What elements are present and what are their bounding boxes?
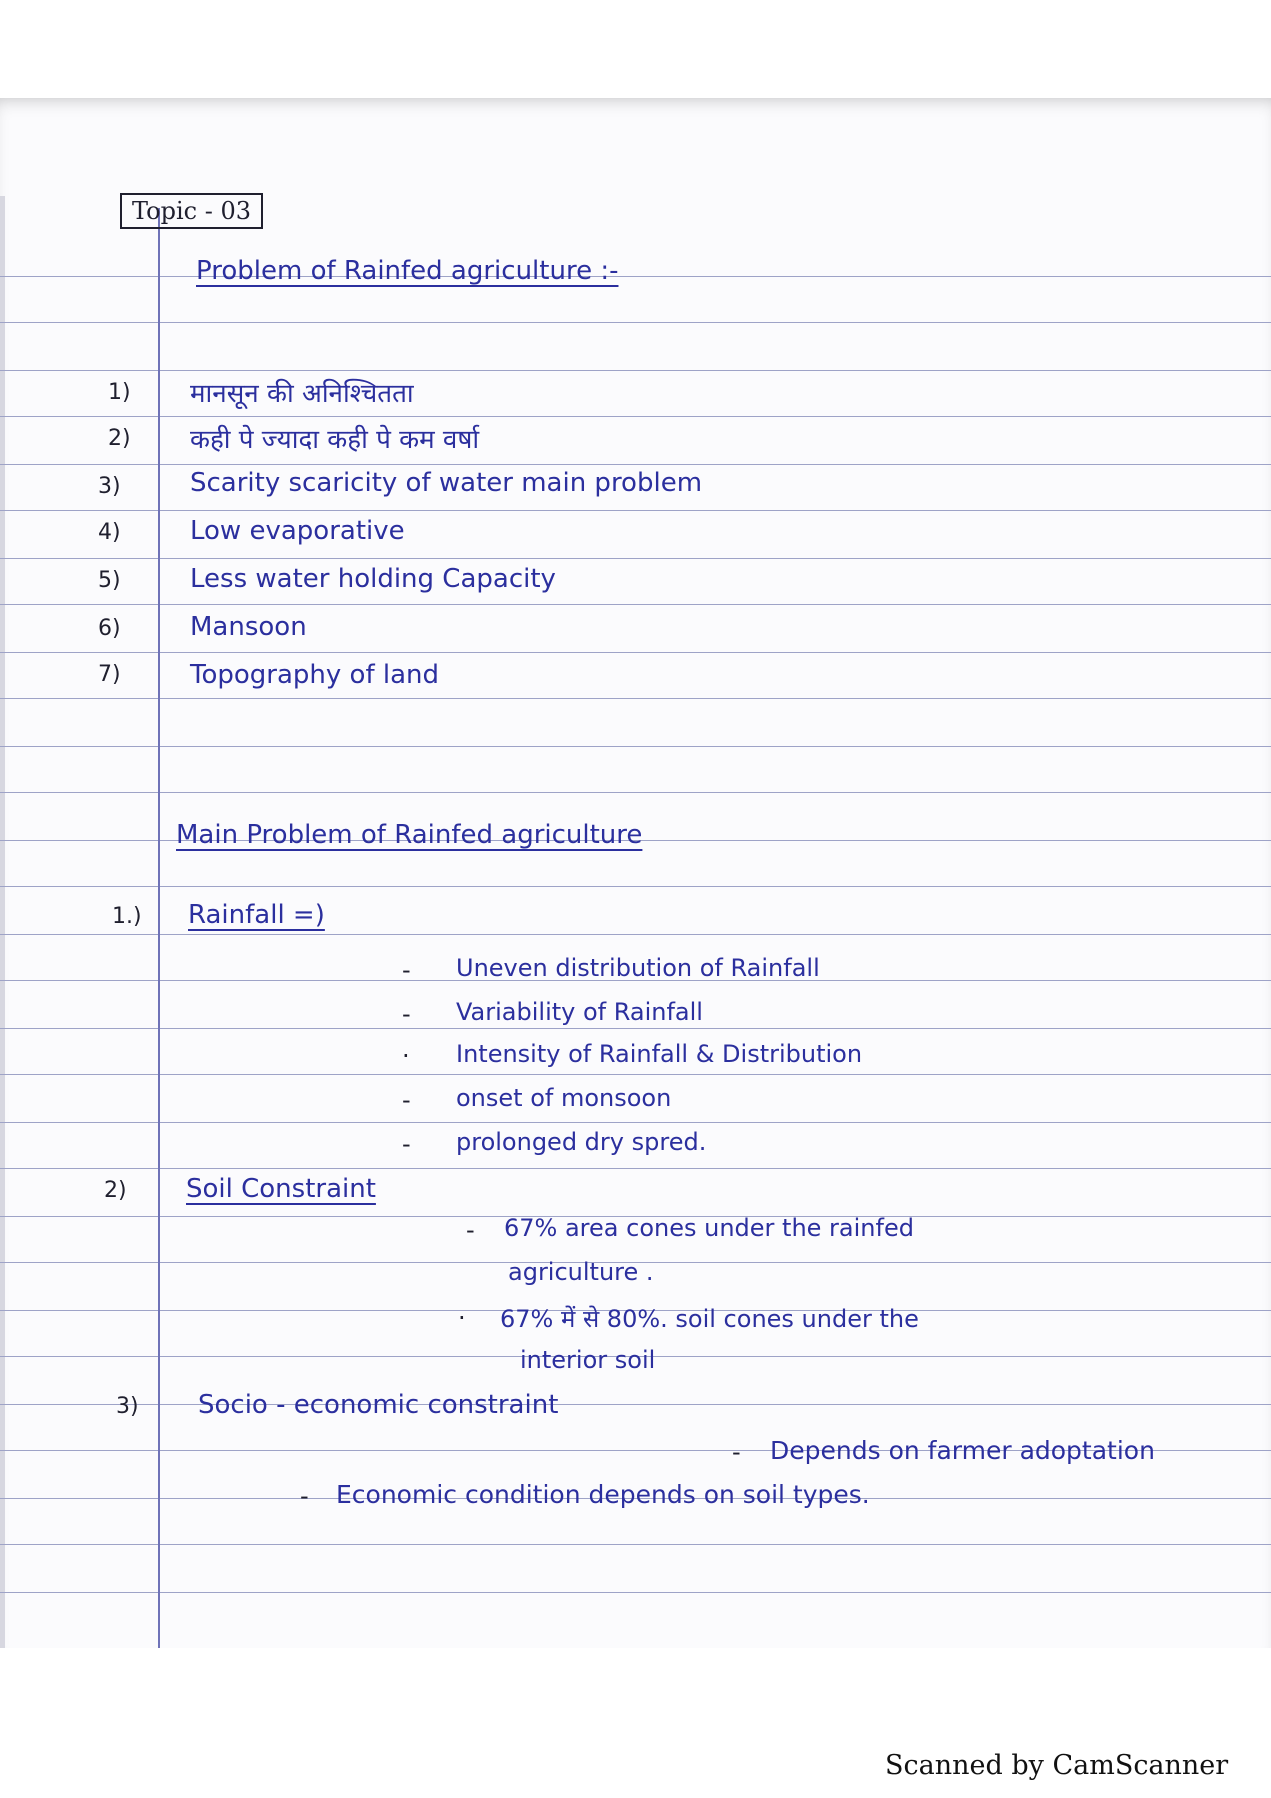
ruled-line	[0, 886, 1271, 887]
ruled-line	[0, 1168, 1271, 1169]
ruled-line	[0, 1028, 1271, 1029]
ruled-line	[0, 370, 1271, 371]
section-title-soil: Soil Constraint	[186, 1174, 376, 1204]
list-item: Mansoon	[190, 612, 307, 642]
bullet-dash: ·	[458, 1304, 466, 1332]
list-item-number: 7)	[98, 662, 121, 687]
list-item-number: 2)	[108, 426, 131, 451]
section-title-rainfall: Rainfall =)	[188, 900, 325, 930]
bullet-item: 67% area cones under the rainfed	[504, 1214, 914, 1242]
bullet-item: Economic condition depends on soil types.	[336, 1480, 870, 1509]
ruled-line	[0, 792, 1271, 793]
bullet-item: onset of monsoon	[456, 1084, 672, 1112]
list-item-number: 3)	[98, 474, 121, 499]
list-item-number: 5)	[98, 568, 121, 593]
ruled-line	[0, 698, 1271, 699]
bullet-dash: -	[466, 1216, 475, 1244]
topic-label: Topic - 03	[120, 193, 263, 229]
section-title-socio-economic: Socio - economic constraint	[198, 1390, 559, 1420]
bullet-dash: -	[300, 1482, 309, 1510]
bullet-dash: -	[732, 1438, 741, 1466]
list-item: Less water holding Capacity	[190, 564, 556, 594]
section-number: 3)	[116, 1394, 139, 1419]
bullet-item: 67% में से 80%. soil cones under the	[500, 1305, 919, 1333]
list-item: मानसून की अनिश्चितता	[190, 379, 414, 409]
bullet-item: Intensity of Rainfall & Distribution	[456, 1040, 863, 1068]
ruled-line	[0, 1544, 1271, 1545]
ruled-line	[0, 510, 1271, 511]
bullet-dash: -	[402, 1130, 411, 1158]
scanner-watermark: Scanned by CamScanner	[885, 1750, 1229, 1781]
bullet-dash: ·	[402, 1042, 410, 1070]
section-number: 1.)	[112, 904, 142, 929]
bullet-item: Variability of Rainfall	[456, 998, 703, 1026]
ruled-line	[0, 416, 1271, 417]
ruled-line	[0, 276, 1271, 277]
margin-line	[158, 208, 160, 1648]
ruled-line	[0, 746, 1271, 747]
bullet-item-continued: interior soil	[520, 1346, 656, 1374]
bullet-item-continued: agriculture .	[508, 1258, 654, 1286]
ruled-line	[0, 652, 1271, 653]
heading-problem-rainfed: Problem of Rainfed agriculture :-	[196, 256, 619, 286]
ruled-line	[0, 322, 1271, 323]
list-item: कही पे ज्यादा कही पे कम वर्षा	[190, 425, 480, 455]
list-item: Topography of land	[190, 660, 440, 690]
ruled-line	[0, 1592, 1271, 1593]
bullet-dash: -	[402, 956, 411, 984]
page-edge-shadow	[0, 196, 5, 1648]
ruled-line	[0, 934, 1271, 935]
bullet-item: prolonged dry spred.	[456, 1128, 707, 1156]
bullet-item: Uneven distribution of Rainfall	[456, 954, 820, 982]
ruled-line	[0, 1074, 1271, 1075]
list-item-number: 4)	[98, 520, 121, 545]
bullet-dash: -	[402, 1000, 411, 1028]
ruled-line	[0, 464, 1271, 465]
notebook-page	[0, 98, 1271, 1648]
bullet-item: Depends on farmer adoptation	[770, 1436, 1155, 1465]
ruled-line	[0, 604, 1271, 605]
list-item-number: 1)	[108, 380, 131, 405]
list-item: Scarity scaricity of water main problem	[190, 468, 703, 498]
list-item-number: 6)	[98, 616, 121, 641]
ruled-line	[0, 1404, 1271, 1405]
ruled-line	[0, 558, 1271, 559]
heading-main-problem: Main Problem of Rainfed agriculture	[176, 820, 643, 850]
section-number: 2)	[104, 1178, 127, 1203]
bullet-dash: -	[402, 1086, 411, 1114]
list-item: Low evaporative	[190, 516, 405, 546]
ruled-line	[0, 1122, 1271, 1123]
